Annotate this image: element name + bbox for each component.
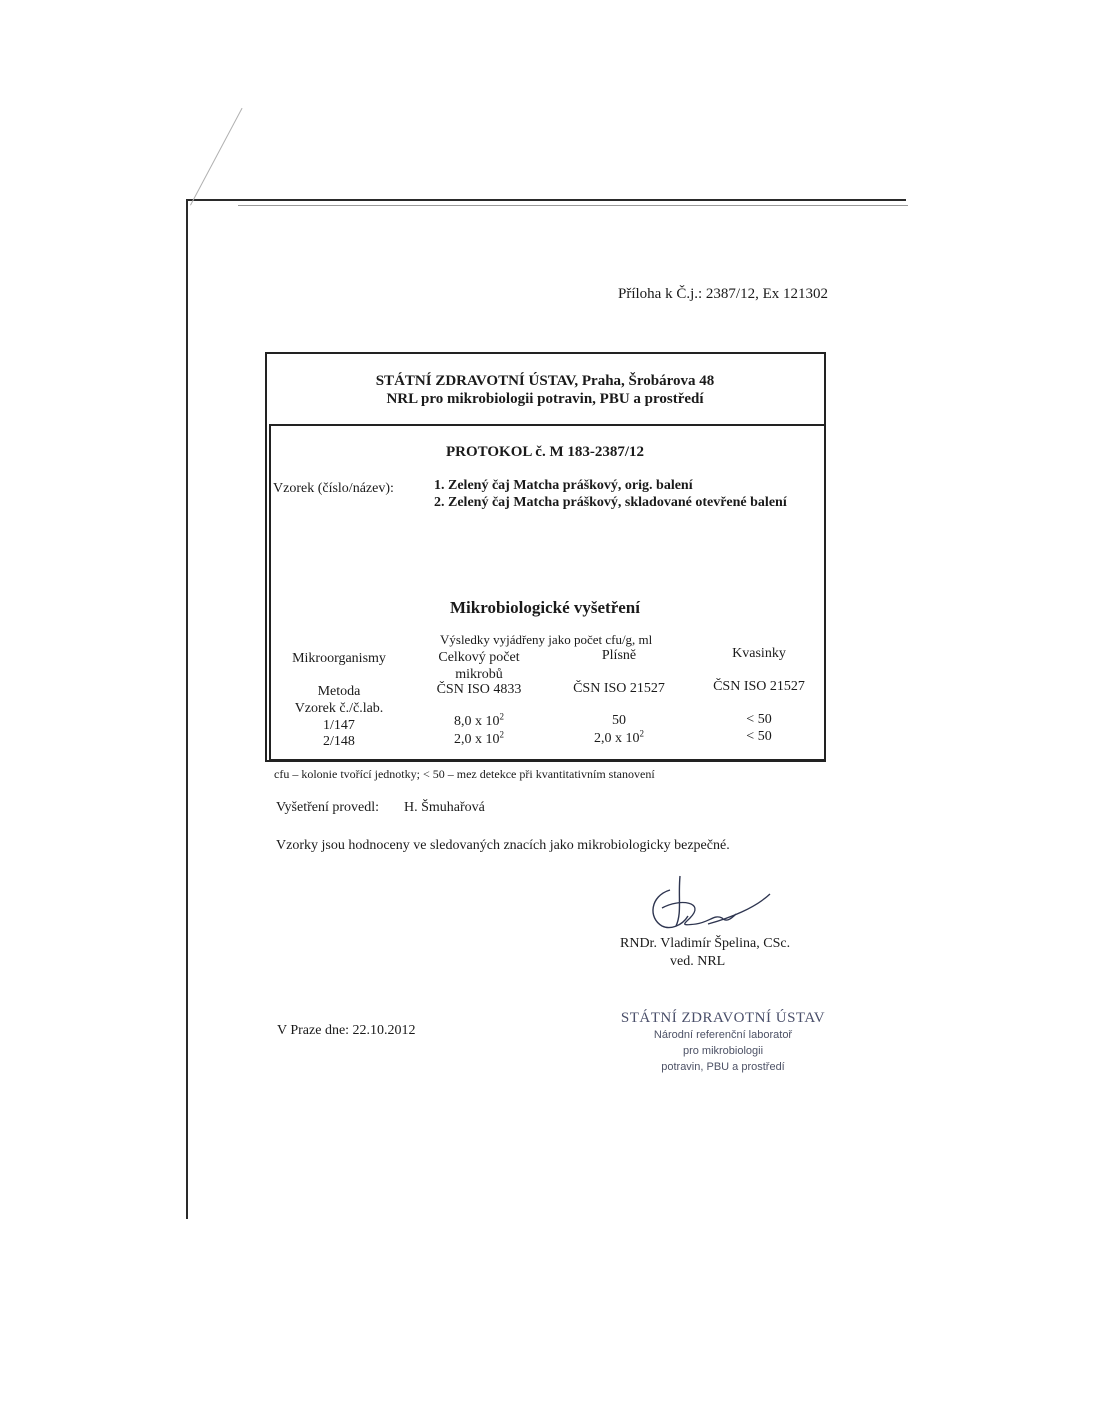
results-note: Výsledky vyjádřeny jako počet cfu/g, ml bbox=[440, 632, 653, 647]
place-and-date: V Praze dne: 22.10.2012 bbox=[277, 1023, 416, 1038]
result-total-count: 8,0 x $10^2$ bbox=[454, 711, 504, 729]
method-total-count: ČSN ISO 4833 bbox=[436, 682, 522, 697]
attachment-reference: Příloha k Č.j.: 2387/12, Ex 121302 bbox=[618, 286, 828, 302]
scan-faint-line bbox=[238, 205, 908, 206]
result-molds: 50 bbox=[612, 713, 626, 728]
sample-id: 1/147 bbox=[323, 718, 355, 733]
stamp-line: Národní referenční laboratoř bbox=[653, 1029, 793, 1041]
result-total-count: 2,0 x $10^2$ bbox=[454, 729, 504, 747]
sample-label: Vzorek (číslo/název): bbox=[273, 481, 394, 496]
sample-item: 1. Zelený čaj Matcha práškový, orig. balení bbox=[434, 478, 693, 493]
method-yeasts: ČSN ISO 21527 bbox=[713, 679, 805, 694]
sample-id: 2/148 bbox=[323, 734, 355, 749]
signatory-name: RNDr. Vladimír Špelina, CSc. bbox=[620, 936, 791, 951]
scan-border-left bbox=[186, 199, 188, 1219]
method-molds: ČSN ISO 21527 bbox=[573, 681, 665, 696]
conclusion-text: Vzorky jsou hodnoceny ve sledovaných znacích jako mikrobiologicky bezpečné. bbox=[276, 838, 730, 853]
institution-name: STÁTNÍ ZDRAVOTNÍ ÚSTAV, Praha, Šrobárova 48 bbox=[375, 373, 715, 389]
col-header-molds: Plísně bbox=[601, 648, 637, 663]
exam-title: Mikrobiologické vyšetření bbox=[450, 598, 640, 617]
stamp-line: potravin, PBU a prostředí bbox=[661, 1061, 785, 1073]
sample-item: 2. Zelený čaj Matcha práškový, skladované otevřené balení bbox=[434, 495, 787, 510]
examiner-label: Vyšetření provedl: bbox=[276, 800, 380, 815]
signatory-role: ved. NRL bbox=[670, 954, 726, 969]
col-header-yeasts: Kvasinky bbox=[732, 646, 786, 661]
examiner-name: H. Šmuhařová bbox=[404, 800, 485, 815]
row-header-method: Metoda bbox=[317, 684, 361, 699]
scan-diagonal-mark bbox=[190, 108, 243, 206]
col-header-total-count: Celkový počet bbox=[438, 650, 520, 665]
stamp-line: pro mikrobiologii bbox=[682, 1045, 764, 1057]
row-header-sample-no: Vzorek č./č.lab. bbox=[294, 701, 384, 716]
result-molds: 2,0 x $10^2$ bbox=[594, 728, 644, 746]
result-yeasts: < 50 bbox=[746, 729, 772, 744]
stamp-title: STÁTNÍ ZDRAVOTNÍ ÚSTAV bbox=[620, 1010, 826, 1026]
department-name: NRL pro mikrobiologii potravin, PBU a prostředí bbox=[386, 391, 704, 407]
scan-border-top bbox=[186, 199, 906, 201]
col-header-total-count-2: mikrobů bbox=[455, 667, 503, 682]
result-yeasts: < 50 bbox=[746, 712, 772, 727]
footnote: cfu – kolonie tvořící jednotky; < 50 – mez detekce při kvantitativním stanovení bbox=[274, 767, 655, 781]
row-header-microorganisms: Mikroorganismy bbox=[292, 651, 386, 666]
protocol-title: PROTOKOL č. M 183-2387/12 bbox=[445, 444, 645, 460]
